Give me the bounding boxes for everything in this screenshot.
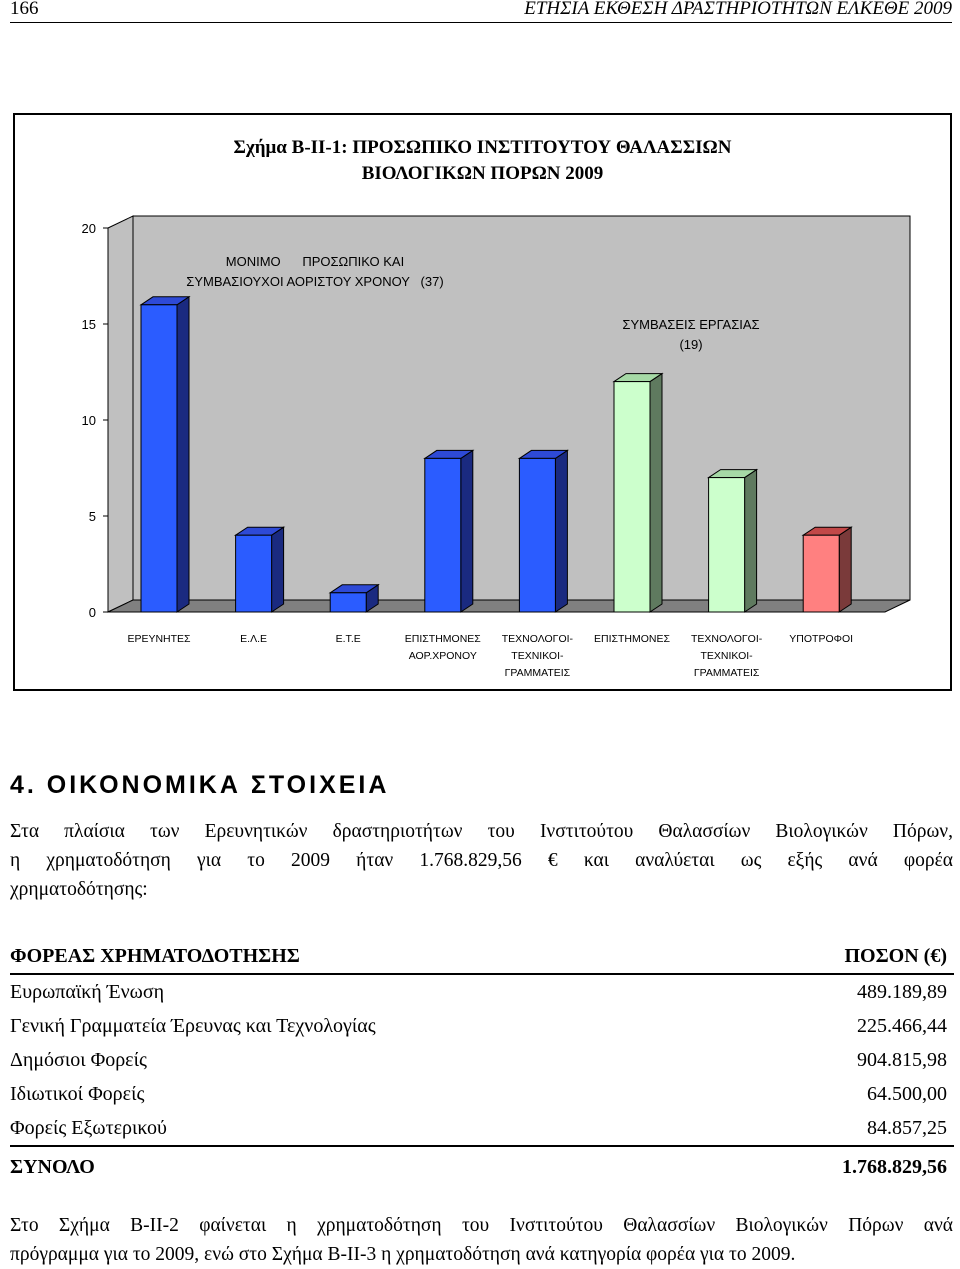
closing-line-2: πρόγραμμα για το 2009, ενώ στο Σχήμα Β-ΙΙ-3 η χρηματοδότηση ανά κατηγορία φορέα για το 2009. (10, 1244, 796, 1265)
funder-amount: 225.466,44 (857, 1015, 947, 1037)
x-category-label: ΓΡΑΜΜΑΤΕΙΣ (693, 667, 760, 679)
chart-title-line-1: Σχήμα Β-ΙΙ-1: ΠΡΟΣΩΠΙΚΟ ΙΝΣΤΙΤΟΥΤΟΥ ΘΑΛΑΣΣΙΩΝ (233, 137, 732, 158)
chart-frame (13, 113, 952, 691)
total-amount: 1.768.829,56 (842, 1156, 947, 1178)
funding-table-total (10, 1145, 954, 1183)
staff-bar-chart (15, 115, 950, 689)
page-header (10, 0, 952, 23)
closing-line-1: Στο Σχήμα Β-ΙΙ-2 φαίνεται η χρηματοδότηση του Ινστιτούτου Θαλασσίων Βιολογικών Πόρων ανά (10, 1215, 953, 1236)
funder-amount: 489.189,89 (857, 981, 947, 1003)
bar-side (650, 374, 662, 612)
funder-name: Δημόσιοι Φορείς (10, 1049, 147, 1071)
group-annotation: ΜΟΝΙΜΟ ΠΡΟΣΩΠΙΚΟ ΚΑΙ (225, 254, 405, 269)
bar-side (272, 527, 284, 612)
bar-side (839, 527, 851, 612)
bar (236, 535, 272, 612)
intro-line-2: η χρηματοδότηση για το 2009 ήταν 1.768.829,56 € και αναλύεται ως εξής ανά φορέα (10, 850, 953, 871)
total-label: ΣΥΝΟΛΟ (10, 1156, 95, 1178)
y-tick-label: 0 (88, 605, 96, 620)
chart-side-wall (108, 216, 133, 612)
bar (803, 535, 839, 612)
bar (709, 478, 745, 612)
funder-name: Ευρωπαϊκή Ένωση (10, 981, 165, 1003)
chart-floor (108, 600, 910, 612)
funder-name: Γενική Γραμματεία Έρευνας και Τεχνολογίας (10, 1015, 376, 1037)
y-tick-label: 20 (81, 221, 96, 236)
x-category-label: ΤΕΧΝΟΛΟΓΟΙ- (501, 633, 574, 645)
bar (425, 458, 461, 612)
group-annotation: ΣΥΜΒΑΣΕΙΣ ΕΡΓΑΣΙΑΣ (622, 317, 760, 332)
funding-table-header (10, 939, 954, 975)
funder-name: Ιδιωτικοί Φορείς (10, 1083, 145, 1105)
bar (141, 305, 177, 612)
bar (519, 458, 555, 612)
x-category-label: ΕΠΙΣΤΗΜΟΝΕΣ (404, 633, 481, 645)
funder-amount: 64.500,00 (867, 1083, 947, 1105)
intro-line-3: χρηματοδότησης: (10, 879, 148, 900)
funder-name: Φορείς Εξωτερικού (10, 1117, 167, 1139)
bar-side (461, 450, 473, 612)
bar-side (177, 297, 189, 612)
bar (614, 382, 650, 612)
bar-side (745, 470, 757, 612)
page-number: 166 (10, 0, 39, 19)
section-heading: 4. ΟΙΚΟΝΟΜΙΚΑ ΣΤΟΙΧΕΙΑ (10, 771, 390, 799)
funder-amount: 84.857,25 (867, 1117, 947, 1139)
running-title: ΕΤΗΣΙΑ ΕΚΘΕΣΗ ΔΡΑΣΤΗΡΙΟΤΗΤΩΝ ΕΛΚΕΘΕ 2009 (524, 0, 952, 19)
chart-title-line-2: ΒΙΟΛΟΓΙΚΩΝ ΠΟΡΩΝ 2009 (361, 163, 604, 184)
table-row (10, 1009, 954, 1043)
header-amount: ΠΟΣΟΝ (€) (844, 945, 947, 967)
table-row (10, 1043, 954, 1077)
header-funder: ΦΟΡΕΑΣ ΧΡΗΜΑΤΟΔΟΤΗΣΗΣ (10, 945, 300, 967)
x-category-label: Ε.Λ.Ε (240, 633, 268, 645)
table-row (10, 1077, 954, 1111)
x-category-label: ΤΕΧΝΙΚΟΙ- (700, 650, 753, 662)
y-tick-label: 15 (81, 317, 96, 332)
group-annotation: ΣΥΜΒΑΣΙΟΥΧΟΙ ΑΟΡΙΣΤΟΥ ΧΡΟΝΟΥ (37) (186, 274, 444, 289)
intro-line-1: Στα πλαίσια των Ερευνητικών δραστηριοτήτων του Ινστιτούτου Θαλασσίων Βιολογικών Πόρων, (10, 821, 953, 842)
bar-side (555, 450, 567, 612)
x-category-label: Ε.Τ.Ε (335, 633, 361, 645)
x-category-label: ΓΡΑΜΜΑΤΕΙΣ (504, 667, 571, 679)
funding-table (10, 939, 954, 1183)
x-category-label: ΤΕΧΝΟΛΟΓΟΙ- (690, 633, 763, 645)
x-category-label: ΥΠΟΤΡΟΦΟΙ (789, 633, 854, 645)
x-category-label: ΤΕΧΝΙΚΟΙ- (511, 650, 564, 662)
table-row (10, 975, 954, 1009)
y-tick-label: 10 (81, 413, 96, 428)
y-tick-label: 5 (88, 509, 96, 524)
x-category-label: ΕΡΕΥΝΗΤΕΣ (127, 633, 191, 645)
group-annotation: (19) (679, 337, 703, 352)
bar (330, 593, 366, 612)
x-category-label: ΕΠΙΣΤΗΜΟΝΕΣ (594, 633, 670, 645)
table-row (10, 1111, 954, 1145)
funder-amount: 904.815,98 (857, 1049, 947, 1071)
x-category-label: ΑΟΡ.ΧΡΟΝΟΥ (408, 650, 477, 662)
